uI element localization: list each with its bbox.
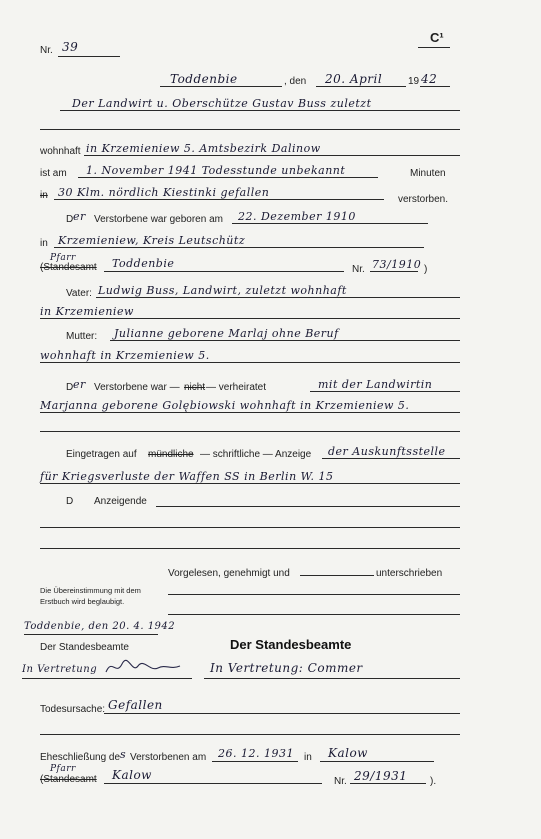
left-signature-scribble [104, 656, 184, 678]
marriage-in-label: in [304, 752, 312, 763]
marriage-nr-label: Nr. [334, 776, 347, 787]
died-label: verstorben. [398, 194, 449, 205]
marital-d-suffix: er [73, 378, 86, 391]
year-prefix: 19 [408, 76, 420, 87]
death-date: 1. November 1941 Todesstunde unbekannt [86, 164, 346, 177]
register-date: 20. April [325, 72, 383, 86]
mother-line1: Julianne geborene Marlaj ohne Beruf [114, 327, 339, 340]
death-date-label: ist am [40, 168, 67, 179]
residence-label: wohnhaft [40, 146, 81, 157]
read-rule-1 [168, 594, 460, 595]
marital-rule-3 [40, 431, 460, 432]
certification-line1: Die Übereinstimmung mit dem [40, 586, 141, 595]
registration-rule-2 [40, 483, 460, 484]
registration-label-a: Eingetragen auf [66, 449, 137, 460]
entry-number: 39 [62, 40, 79, 54]
right-official-signature: In Vertretung: Commer [210, 661, 363, 675]
corner-mark: C¹ [430, 30, 444, 45]
number-rule [58, 56, 120, 57]
marriage-office-prefix: Pfarr [50, 764, 76, 774]
marriage-de-suffix: s [120, 748, 127, 761]
birth-close: ) [424, 264, 428, 275]
reporter-rule-3 [40, 548, 460, 549]
left-official-signature: In Vertretung [22, 664, 98, 675]
death-in-label: in [40, 190, 48, 201]
date-separator: , den [284, 76, 307, 87]
birth-text: Verstorbene war geboren am [94, 214, 223, 225]
marriage-date-rule [212, 761, 298, 762]
register-place: Toddenbie [170, 72, 238, 86]
left-signature-rule [22, 678, 192, 679]
number-label: Nr. [40, 45, 53, 56]
father-rule-2 [40, 318, 460, 319]
certification-place-date: Toddenbie, den 20. 4. 1942 [24, 621, 176, 632]
residence-value: in Krzemieniew 5. Amtsbezirk Dalinow [86, 142, 321, 155]
birth-nr-label: Nr. [352, 264, 365, 275]
birth-office-label: (Standesamt [40, 262, 97, 273]
marital-d-label: D [66, 382, 74, 393]
birth-place: Krzemieniew, Kreis Leutschütz [58, 234, 246, 247]
right-signature-rule [204, 678, 460, 679]
year-rule [420, 86, 450, 87]
mother-label: Mutter: [66, 331, 98, 342]
subject-rule-2 [40, 129, 460, 130]
marriage-close: ). [430, 776, 437, 787]
reporter-label: Anzeigende [94, 496, 147, 507]
reporter-rule [156, 506, 460, 507]
cause-rule-2 [40, 734, 460, 735]
father-line2: in Krzemieniew [40, 305, 134, 318]
birth-nr-rule [370, 271, 418, 272]
birth-office: Toddenbie [112, 257, 175, 270]
marital-rule-2 [40, 412, 460, 413]
marriage-office-label: (Standesamt [40, 774, 97, 785]
registration-line2: für Kriegsverluste der Waffen SS in Berlin W. 15 [40, 470, 334, 483]
father-label: Vater: [66, 288, 92, 299]
cause-value: Gefallen [108, 698, 163, 712]
marriage-place: Kalow [328, 746, 368, 760]
birth-date: 22. Dezember 1910 [238, 210, 356, 223]
marital-text-b: — verheiratet [206, 382, 267, 393]
read-text-a: Vorgelesen, genehmigt und [168, 568, 290, 579]
right-official-title: Der Standesbeamte [230, 637, 352, 652]
registration-line1: der Auskunftsstelle [328, 445, 446, 458]
marriage-nr-rule [350, 783, 426, 784]
reporter-d-label: D [66, 496, 74, 507]
place-rule [160, 86, 282, 87]
read-strike-line [300, 575, 374, 576]
registration-muendliche: mündliche [148, 449, 194, 460]
marriage-date: 26. 12. 1931 [218, 747, 294, 760]
certification-line2: Erstbuch wird beglaubigt. [40, 597, 125, 606]
residence-rule [84, 155, 460, 156]
marriage-label-b: Verstorbenen am [130, 752, 207, 763]
birth-office-rule [104, 271, 344, 272]
mother-rule [110, 340, 460, 341]
death-place: 30 Klm. nördlich Kiestinki gefallen [58, 186, 270, 199]
marriage-nr: 29/1931 [354, 769, 408, 783]
birth-office-prefix: Pfarr [50, 253, 76, 263]
read-rule-2 [168, 614, 460, 615]
register-year: 42 [421, 72, 438, 86]
marital-line2: Marjanna geborene Golębiowski wohnhaft in Krzemieniew 5. [40, 399, 410, 412]
registration-label-b: — schriftliche — Anzeige [200, 449, 312, 460]
registration-rule [322, 458, 460, 459]
birth-date-rule [232, 223, 428, 224]
minutes-label: Minuten [410, 168, 446, 179]
marriage-office: Kalow [112, 768, 152, 782]
mother-line2: wohnhaft in Krzemieniew 5. [40, 349, 210, 362]
death-date-rule [78, 177, 378, 178]
marriage-place-rule [320, 761, 434, 762]
marital-nicht: nicht [184, 382, 206, 393]
reporter-rule-2 [40, 527, 460, 528]
marital-line1: mit der Landwirtin [318, 378, 433, 391]
certification-rule [24, 634, 158, 635]
birth-d-suffix: er [73, 210, 86, 223]
mother-rule-2 [40, 362, 460, 363]
cause-label: Todesursache: [40, 704, 106, 715]
marriage-label-a: Eheschließung de [40, 752, 121, 763]
deceased-description: Der Landwirt u. Oberschütze Gustav Buss zuletzt [72, 97, 372, 110]
father-rule [96, 297, 460, 298]
marital-rule [310, 391, 460, 392]
birth-d-label: D [66, 214, 74, 225]
cause-rule [104, 713, 460, 714]
father-line1: Ludwig Buss, Landwirt, zuletzt wohnhaft [98, 284, 347, 297]
corner-rule [418, 47, 450, 48]
marital-text-a: Verstorbene war — [94, 382, 180, 393]
birth-nr: 73/1910 [372, 258, 422, 271]
birth-place-rule [54, 247, 424, 248]
death-place-rule [54, 199, 384, 200]
date-rule [316, 86, 406, 87]
left-official-title: Der Standesbeamte [40, 642, 129, 653]
subject-rule [60, 110, 460, 111]
read-text-b: unterschrieben [376, 568, 443, 579]
marriage-office-rule [104, 783, 322, 784]
birth-in-label: in [40, 238, 48, 249]
